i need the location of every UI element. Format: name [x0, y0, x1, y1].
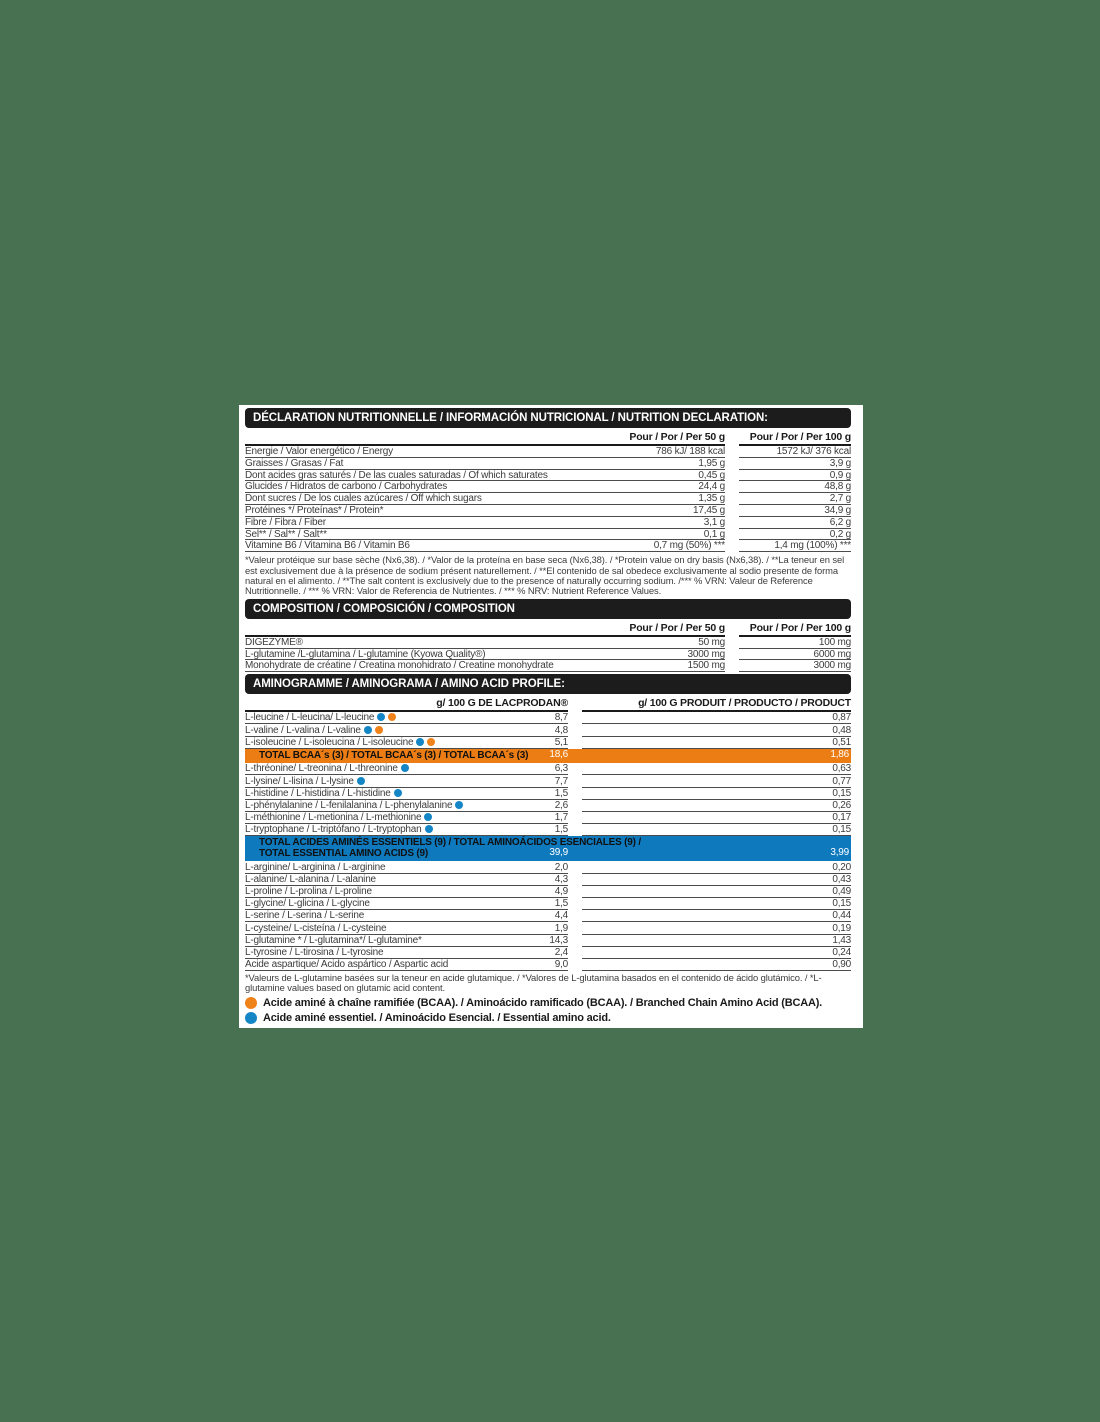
col1-value: 1,9 — [554, 922, 568, 934]
row-label: Protéines */ Proteínas* / Protein* — [245, 504, 384, 516]
col1-value: 2,6 — [554, 800, 568, 811]
col1-value: 2,0 — [554, 861, 568, 873]
row-left-segment — [245, 947, 568, 959]
table-row — [245, 737, 851, 749]
row-label: Dont acides gras saturés / De las cuales saturadas / Of which saturates — [245, 469, 548, 481]
col2-value: 0,48 — [582, 724, 851, 736]
bcaa-dot-icon — [375, 726, 383, 734]
essential-dot-icon — [401, 764, 409, 772]
col1-value: 39,9 — [549, 846, 568, 858]
col2-value: 0,26 — [582, 800, 851, 812]
row-label: Monohydrate de créatine / Creatina monohidrato / Creatine monohydrate — [245, 660, 554, 672]
essential-dot-icon — [424, 813, 432, 821]
amino-acid-profile-section — [245, 674, 851, 994]
table-row — [245, 712, 851, 724]
col2-value: 0,15 — [582, 824, 851, 836]
total-row — [245, 749, 851, 764]
col2-value: 1,86 — [830, 748, 849, 760]
row-label: Graisses / Grasas / Fat — [245, 457, 344, 469]
row-label: L-histidine / L-histidina / L-histidine — [245, 789, 402, 799]
table-row — [245, 861, 851, 873]
row-left-segment — [245, 529, 725, 541]
row-label: L-glutamine /L-glutamina / L-glutamine (Kyowa Quality®) — [245, 648, 486, 660]
row-label: L-glutamine * / L-glutamina*/ L-glutamine* — [245, 934, 422, 946]
row-label: L-tryptophane / L-triptófano / L-tryptophan — [245, 825, 433, 835]
table-row — [245, 481, 851, 493]
col2-value: 0,77 — [582, 775, 851, 787]
col2-value: 1,4 mg (100%) *** — [739, 540, 851, 552]
row-left-segment — [245, 898, 568, 910]
row-label: L-isoleucine / L-isoleucina / L-isoleucine — [245, 738, 435, 748]
col1-value: 0,1 g — [703, 528, 725, 540]
total-row-label — [245, 836, 851, 861]
row-left-segment — [245, 493, 725, 505]
nutrition-declaration-header: DÉCLARATION NUTRITIONNELLE / INFORMACIÓN NUTRICIONAL / NUTRITION DECLARATION: — [245, 408, 851, 428]
table-row — [245, 763, 851, 775]
col-header-per-100g: Pour / Por / Per 100 g — [739, 429, 851, 446]
essential-dot-icon — [245, 1012, 257, 1024]
table-row — [245, 724, 851, 736]
col1-value: 9,0 — [554, 959, 568, 971]
col2-value: 2,7 g — [739, 493, 851, 505]
row-left-segment — [245, 637, 725, 649]
row-left-segment — [245, 910, 568, 922]
col1-value: 3,1 g — [703, 516, 725, 528]
table-row — [245, 458, 851, 470]
table-row — [245, 947, 851, 959]
row-left-segment — [245, 724, 568, 736]
table-row — [245, 886, 851, 898]
col1-value: 1,5 — [554, 898, 568, 910]
col1-value: 7,7 — [554, 775, 568, 787]
col1-value: 18,6 — [549, 748, 568, 760]
table-row — [245, 874, 851, 886]
col2-value: 0,19 — [582, 922, 851, 934]
total-row — [245, 836, 851, 861]
row-left-segment — [245, 824, 568, 836]
nutrition-footnote: *Valeur protéique sur base sèche (Nx6,38). / *Valor de la proteína en base seca (Nx6,38). / *Protein value on dry basis (Nx6,38). / **La teneur en sel est exclusivement due à la présence de sodium présent naturellement. / **El contenido de sal obedece exclusivamente al sodio presente de forma natural en el alimento. / **The salt content is exclusively due to the presence of naturally occurring sodium. /*** % VRN: Valeur de Reference Nutritionnelle. / *** % VRN: Valor de Referencia de Nutrientes. / *** % NRV: Nutrient Reference Values. — [245, 554, 845, 597]
col2-value: 0,15 — [582, 898, 851, 910]
col1-value: 786 kJ/ 188 kcal — [655, 446, 725, 457]
col-header-lacprodan: g/ 100 G DE LACPRODAN® — [245, 695, 568, 712]
legend-bcaa — [245, 997, 851, 1009]
row-label: Acide aspartique/ Acido aspártico / Aspartic acid — [245, 959, 449, 971]
col-header-per-50g: Pour / Por / Per 50 g — [245, 620, 725, 637]
essential-dot-icon — [377, 713, 385, 721]
col1-value: 50 mg — [698, 636, 725, 648]
row-left-segment — [245, 458, 725, 470]
row-label: L-cysteine/ L-cisteína / L-cysteine — [245, 922, 387, 934]
col2-value: 3,99 — [830, 846, 849, 858]
row-label: Glucides / Hidratos de carbono / Carbohydrates — [245, 481, 448, 493]
row-label: L-thréonine/ L-treonina / L-threonine — [245, 764, 409, 774]
row-left-segment — [245, 959, 568, 971]
col1-value: 8,7 — [554, 712, 568, 724]
col2-value: 3,9 g — [739, 458, 851, 470]
essential-dot-icon — [357, 777, 365, 785]
row-label: L-valine / L-valina / L-valine — [245, 726, 383, 736]
col1-value: 1,7 — [554, 812, 568, 824]
col1-value: 4,3 — [554, 873, 568, 885]
nutrition-column-headers — [245, 429, 851, 446]
col1-value: 17,45 g — [693, 504, 725, 516]
amino-acid-table — [245, 712, 851, 971]
bcaa-dot-icon — [388, 713, 396, 721]
col2-value: 0,43 — [582, 874, 851, 886]
row-left-segment — [245, 935, 568, 947]
essential-dot-icon — [416, 738, 424, 746]
row-left-segment — [245, 874, 568, 886]
table-row — [245, 788, 851, 800]
nutrition-label-panel — [239, 405, 863, 1028]
table-row — [245, 470, 851, 482]
col2-value: 0,51 — [582, 737, 851, 749]
col1-value: 5,1 — [554, 736, 568, 748]
col2-value: 0,2 g — [739, 529, 851, 541]
row-left-segment — [245, 763, 568, 775]
row-left-segment — [245, 737, 568, 749]
col2-value: 100 mg — [739, 637, 851, 649]
table-row — [245, 493, 851, 505]
table-row — [245, 959, 851, 971]
row-left-segment — [245, 788, 568, 800]
table-row — [245, 446, 851, 458]
table-row — [245, 529, 851, 541]
row-label: DIGEZYME® — [245, 636, 303, 648]
row-label: Sel** / Sal** / Salt** — [245, 528, 327, 540]
col-header-per-50g: Pour / Por / Per 50 g — [245, 429, 725, 446]
composition-section — [245, 599, 851, 672]
row-left-segment — [245, 505, 725, 517]
row-label: Énergie / Valor energético / Energy — [245, 446, 393, 457]
col1-value: 1,35 g — [698, 493, 725, 505]
essential-dot-icon — [425, 825, 433, 833]
row-label: Vitamine B6 / Vitamina B6 / Vitamin B6 — [245, 540, 410, 552]
row-label: L-lysine/ L-lisina / L-lysine — [245, 777, 365, 787]
row-left-segment — [245, 861, 568, 873]
col2-value: 34,9 g — [739, 505, 851, 517]
col1-value: 1,5 — [554, 787, 568, 799]
col-header-product: g/ 100 G PRODUIT / PRODUCTO / PRODUCT — [582, 695, 851, 712]
col1-value: 4,8 — [554, 724, 568, 736]
table-row — [245, 775, 851, 787]
col1-value: 2,4 — [554, 946, 568, 958]
table-row — [245, 517, 851, 529]
row-left-segment — [245, 481, 725, 493]
total-label-line: TOTAL ACIDES AMINÉS ESSENTIELS (9) / TOTAL AMINOÁCIDOS ESENCIALES (9) / — [259, 837, 641, 849]
amino-acid-profile-header: AMINOGRAMME / AMINOGRAMA / AMINO ACID PROFILE: — [245, 674, 851, 694]
row-left-segment — [245, 660, 725, 672]
col2-value: 0,15 — [582, 788, 851, 800]
col1-value: 6,3 — [554, 763, 568, 775]
bcaa-dot-icon — [427, 738, 435, 746]
essential-dot-icon — [455, 801, 463, 809]
col1-value: 0,45 g — [698, 469, 725, 481]
total-label-line: TOTAL ESSENTIAL AMINO ACIDS (9) — [259, 847, 428, 859]
col-header-per-100g: Pour / Por / Per 100 g — [739, 620, 851, 637]
row-label: L-alanine/ L-alanina / L-alanine — [245, 873, 376, 885]
row-left-segment — [245, 446, 725, 458]
row-left-segment — [245, 800, 568, 812]
col2-value: 1,43 — [582, 935, 851, 947]
total-label-line: TOTAL BCAA´s (3) / TOTAL BCAA´s (3) / TOTAL BCAA´s (3) — [259, 749, 529, 761]
col2-value: 0,9 g — [739, 470, 851, 482]
col2-value: 48,8 g — [739, 481, 851, 493]
col2-value: 0,44 — [582, 910, 851, 922]
total-row-label — [245, 749, 851, 764]
nutrition-declaration-section — [245, 408, 851, 597]
row-label: L-méthionine / L-metionina / L-methionine — [245, 813, 432, 823]
row-left-segment — [245, 470, 725, 482]
table-row — [245, 910, 851, 922]
col1-value: 3000 mg — [687, 648, 725, 660]
legend-essential — [245, 1012, 851, 1024]
row-left-segment — [245, 922, 568, 934]
col1-value: 4,9 — [554, 885, 568, 897]
row-label: L-phénylalanine / L-fenilalanina / L-phenylalanine — [245, 801, 463, 811]
col2-value: 0,63 — [582, 763, 851, 775]
table-row — [245, 922, 851, 934]
col1-value: 1,95 g — [698, 457, 725, 469]
row-label: L-proline / L-prolina / L-proline — [245, 885, 372, 897]
row-left-segment — [245, 886, 568, 898]
col2-value: 0,49 — [582, 886, 851, 898]
col2-value: 0,20 — [582, 861, 851, 873]
row-label: Fibre / Fibra / Fiber — [245, 516, 326, 528]
col2-value: 0,17 — [582, 812, 851, 824]
table-row — [245, 812, 851, 824]
col1-value: 1500 mg — [687, 660, 725, 672]
col1-value: 0,7 mg (50%) *** — [653, 540, 725, 552]
col1-value: 4,4 — [554, 910, 568, 922]
col2-value: 1572 kJ/ 376 kcal — [739, 446, 851, 458]
col2-value: 0,24 — [582, 947, 851, 959]
composition-table — [245, 637, 851, 672]
table-row — [245, 649, 851, 661]
col2-value: 0,87 — [582, 712, 851, 724]
row-label: L-leucine / L-leucina/ L-leucine — [245, 713, 396, 723]
essential-dot-icon — [364, 726, 372, 734]
row-left-segment — [245, 540, 725, 552]
legend-essential-text: Acide aminé essentiel. / Aminoácido Esencial. / Essential amino acid. — [263, 1011, 611, 1024]
row-left-segment — [245, 812, 568, 824]
col2-value: 0,90 — [582, 959, 851, 971]
row-label: L-serine / L-serina / L-serine — [245, 910, 365, 922]
row-label: L-glycine/ L-glicina / L-glycine — [245, 898, 370, 910]
table-row — [245, 637, 851, 649]
col1-value: 14,3 — [549, 934, 568, 946]
col1-value: 1,5 — [554, 824, 568, 836]
col2-value: 6000 mg — [739, 649, 851, 661]
amino-footnote: *Valeurs de L-glutamine basées sur la teneur en acide glutamique. / *Valores de L-glutamina basados en el contenido de ácido glutámico. / *L-glutamine values based on glutamic acid content. — [245, 972, 822, 994]
table-row — [245, 824, 851, 836]
composition-column-headers — [245, 620, 851, 637]
table-row — [245, 800, 851, 812]
col1-value: 24,4 g — [698, 481, 725, 493]
bcaa-dot-icon — [245, 997, 257, 1009]
table-row — [245, 660, 851, 672]
row-left-segment — [245, 649, 725, 661]
legend-bcaa-text: Acide aminé à chaîne ramifiée (BCAA). / Aminoácido ramificado (BCAA). / Branched Chain Amino Acid (BCAA). — [263, 996, 823, 1009]
table-row — [245, 540, 851, 552]
row-label: L-arginine/ L-arginina / L-arginine — [245, 861, 386, 873]
table-row — [245, 505, 851, 517]
row-label: Dont sucres / De los cuales azúcares / Off which sugars — [245, 493, 482, 505]
amino-column-headers — [245, 695, 851, 712]
row-left-segment — [245, 517, 725, 529]
row-left-segment — [245, 712, 568, 724]
composition-header: COMPOSITION / COMPOSICIÓN / COMPOSITION — [245, 599, 851, 619]
nutrition-table — [245, 446, 851, 552]
table-row — [245, 935, 851, 947]
row-label: L-tyrosine / L-tirosina / L-tyrosine — [245, 946, 384, 958]
essential-dot-icon — [394, 789, 402, 797]
col2-value: 3000 mg — [739, 660, 851, 672]
table-row — [245, 898, 851, 910]
col2-value: 6,2 g — [739, 517, 851, 529]
row-left-segment — [245, 775, 568, 787]
